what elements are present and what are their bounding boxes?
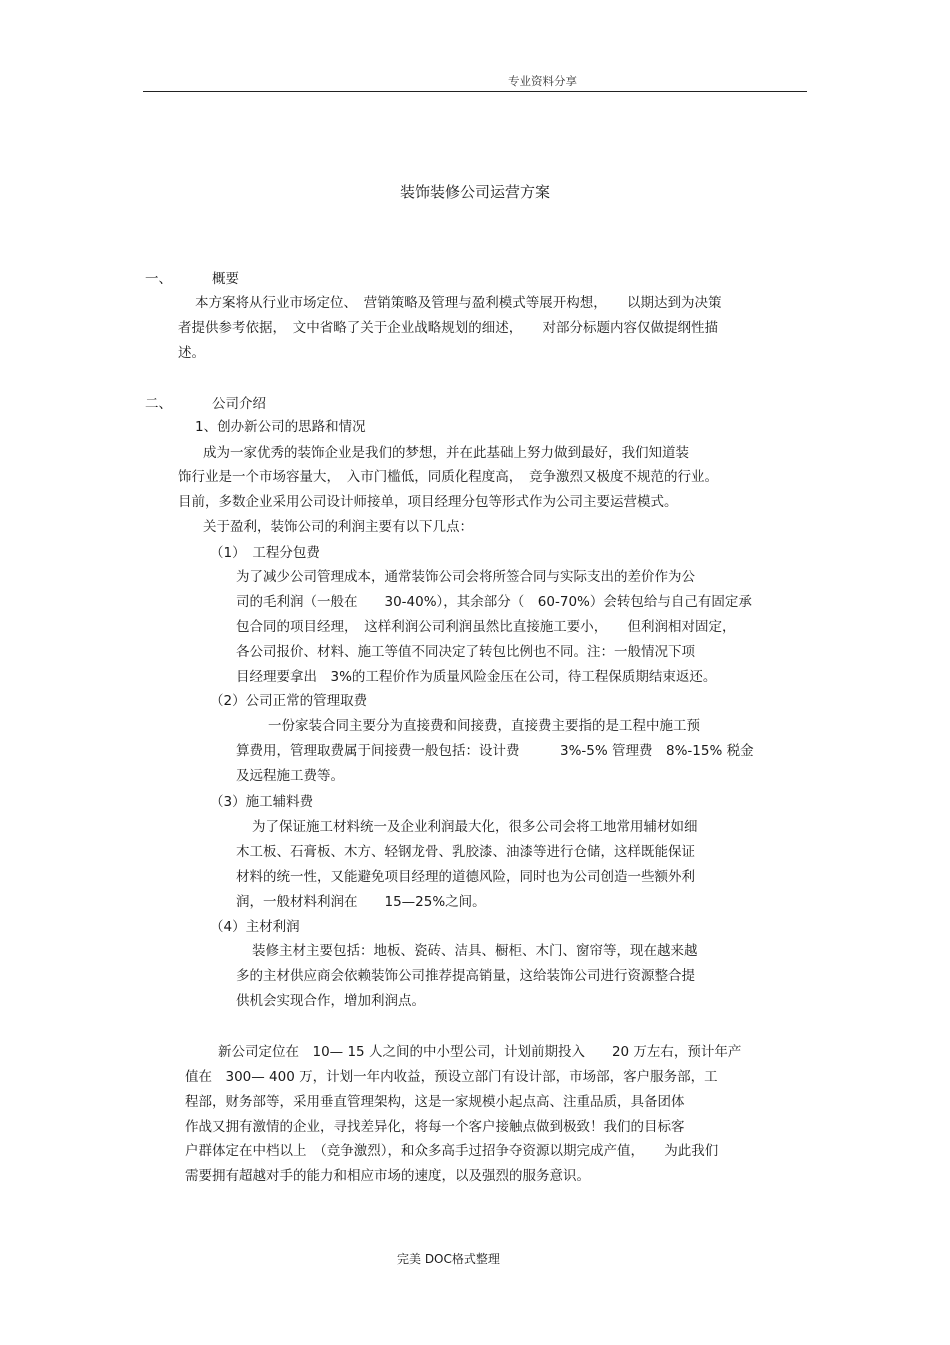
paragraph-line: 值在 300— 400 万，计划一年内收益，预设立部门有设计部，市场部，客户服务部，工: [185, 1069, 718, 1085]
list-item-line: 司的毛利润（一般在 30-40%），其余部分（ 60-70%）会转包给与自己有固定承: [236, 594, 752, 610]
document-title: 装饰装修公司运营方案: [400, 183, 551, 201]
paragraph-line: 成为一家优秀的装饰企业是我们的梦想，并在此基础上努力做到最好，我们知道装: [203, 445, 689, 461]
paragraph-line: 户群体定在中档以上 （竞争激烈），和众多高手过招争夺资源以期完成产值， 为此我们: [185, 1143, 719, 1159]
list-item-line: 多的主材供应商会依赖装饰公司推荐提高销量，这给装饰公司进行资源整合提: [236, 968, 695, 984]
list-item-line: 木工板、石膏板、木方、轻钢龙骨、乳胶漆、油漆等进行仓储，这样既能保证: [236, 844, 695, 860]
paragraph-line: 关于盈利，装饰公司的利润主要有以下几点：: [203, 519, 473, 535]
section-heading: 概要: [212, 271, 239, 287]
section-number: 一、: [145, 271, 172, 287]
paragraph-line: 程部，财务部等，采用垂直管理架构，这是一家规模小起点高、注重品质，具备团体: [185, 1094, 685, 1110]
list-item-heading: （1） 工程分包费: [210, 545, 320, 561]
paragraph-line: 饰行业是一个市场容量大， 入市门槛低，同质化程度高， 竞争激烈又极度不规范的行业。: [178, 469, 718, 485]
list-item-line: 算费用，管理取费属于间接费一般包括：设计费 3%-5% 管理费 8%-15% 税金: [236, 743, 754, 759]
header-divider: [143, 91, 807, 92]
list-item-line: 材料的统一性，又能避免项目经理的道德风险，同时也为公司创造一些额外利: [236, 869, 695, 885]
paragraph-line: 需要拥有超越对手的能力和相应市场的速度，以及强烈的服务意识。: [185, 1168, 590, 1184]
page-footer: 完美 DOC格式整理: [397, 1252, 500, 1266]
list-item-line: 为了保证施工材料统一及企业利润最大化，很多公司会将工地常用辅材如细: [252, 819, 698, 835]
list-item-line: 装修主材主要包括：地板、瓷砖、洁具、橱柜、木门、窗帘等，现在越来越: [252, 943, 698, 959]
page-header: 专业资料分享: [508, 74, 577, 88]
list-item-line: 一份家装合同主要分为直接费和间接费，直接费主要指的是工程中施工预: [268, 718, 700, 734]
list-item-line: 为了减少公司管理成本，通常装饰公司会将所签合同与实际支出的差价作为公: [236, 569, 695, 585]
paragraph-line: 者提供参考依据， 文中省略了关于企业战略规划的细述， 对部分标题内容仅做提纲性描: [178, 320, 718, 336]
list-item-line: 供机会实现合作，增加利润点。: [236, 993, 425, 1009]
section-number: 二、: [145, 396, 172, 412]
paragraph-line: 目前，多数企业采用公司设计师接单，项目经理分包等形式作为公司主要运营模式。: [178, 494, 678, 510]
paragraph-line: 作战又拥有激情的企业，寻找差异化，将每一个客户接触点做到极致！我们的目标客: [185, 1119, 685, 1135]
paragraph-line: 新公司定位在 10— 15 人之间的中小型公司，计划前期投入 20 万左右，预计年产: [218, 1044, 742, 1060]
list-item-line: 各公司报价、材料、施工等值不同决定了转包比例也不同。注：一般情况下项: [236, 644, 695, 660]
list-item-line: 润，一般材料利润在 15—25%之间。: [236, 894, 486, 910]
list-item-line: 包合同的项目经理， 这样利润公司利润虽然比直接施工要小， 但利润相对固定，: [236, 619, 736, 635]
list-item-line: 目经理要拿出 3%的工程价作为质量风险金压在公司，待工程保质期结束返还。: [236, 669, 717, 685]
section-heading: 公司介绍: [212, 396, 266, 412]
list-item-heading: （4）主材利润: [210, 919, 300, 935]
list-item-heading: （3）施工辅料费: [210, 794, 314, 810]
list-item-heading: （2）公司正常的管理取费: [210, 693, 368, 709]
subsection-heading: 1、创办新公司的思路和情况: [195, 419, 366, 435]
list-item-line: 及远程施工费等。: [236, 768, 344, 784]
paragraph-line: 述。: [178, 345, 205, 361]
paragraph-line: 本方案将从行业市场定位、 营销策略及管理与盈利模式等展开构想， 以期达到为决策: [195, 295, 722, 311]
